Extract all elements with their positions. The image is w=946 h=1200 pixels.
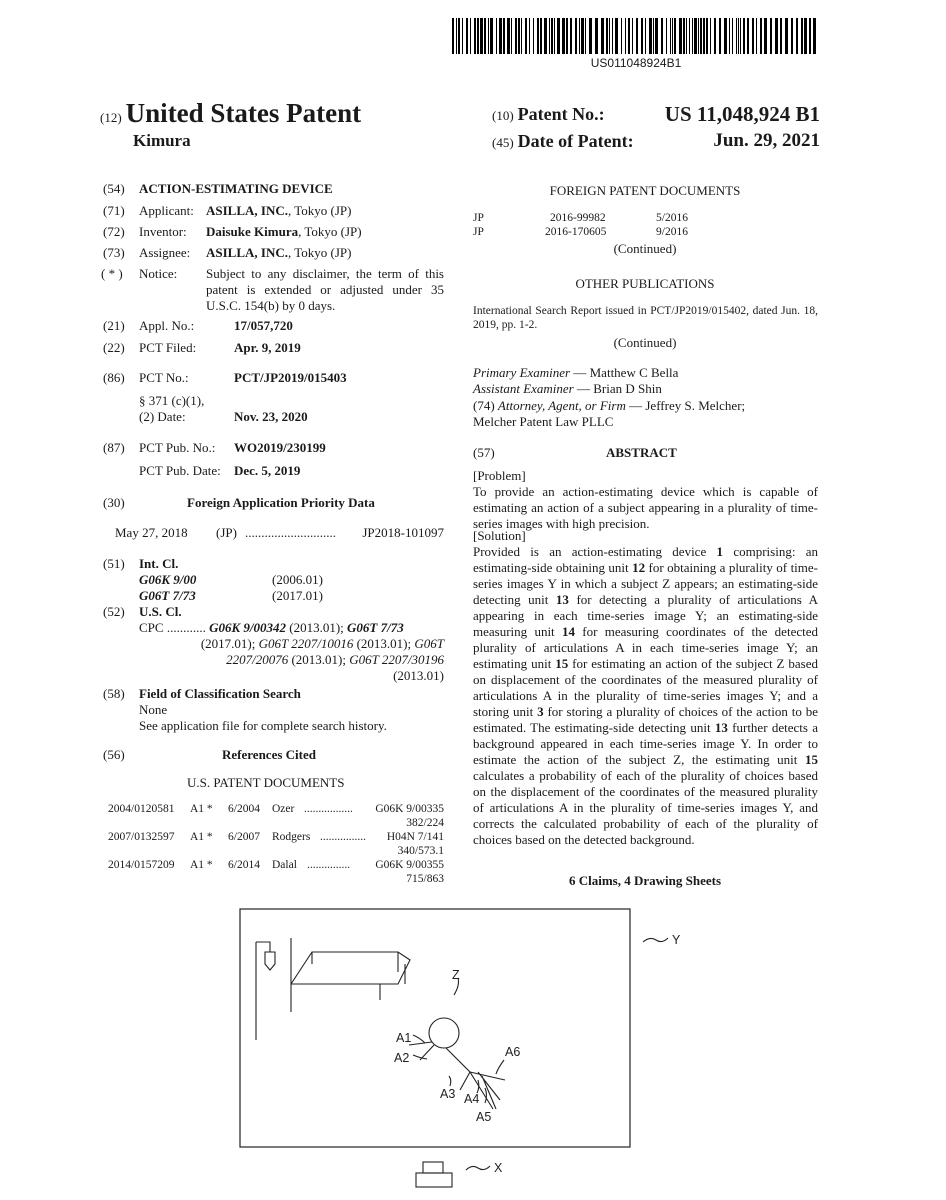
barcode-bar bbox=[679, 18, 682, 54]
barcode-bar bbox=[698, 18, 699, 54]
inid-code: (73) bbox=[103, 245, 125, 260]
barcode-bar bbox=[770, 18, 772, 54]
assignee bbox=[206, 245, 352, 261]
bed bbox=[291, 938, 410, 1012]
barcode-bar bbox=[462, 18, 463, 54]
us-doc-kind: A1 * bbox=[190, 803, 213, 815]
barcode-bar bbox=[775, 18, 778, 54]
primary-examiner-name: — Matthew C Bella bbox=[570, 365, 679, 380]
label-z: Z bbox=[452, 968, 460, 982]
abstract-text: comprising: an estimating-side obtaining unit bbox=[473, 544, 818, 575]
patent-number-label: Patent No.: bbox=[517, 104, 605, 124]
pct-pub-no-label: PCT Pub. No.: bbox=[139, 440, 216, 455]
barcode-bar bbox=[575, 18, 577, 54]
reference-numeral: 1 bbox=[716, 544, 724, 559]
label-x: X bbox=[494, 1161, 503, 1175]
priority-country: (JP) bbox=[216, 525, 237, 540]
applicant-name: ASILLA, INC. bbox=[206, 203, 288, 218]
label-a6: A6 bbox=[505, 1045, 521, 1059]
label-a5: A5 bbox=[476, 1110, 492, 1124]
barcode-bar bbox=[562, 18, 565, 54]
solution-label: [Solution] bbox=[473, 528, 526, 543]
barcode-bar bbox=[714, 18, 716, 54]
us-doc-extra: 715/863 bbox=[406, 873, 444, 885]
barcode-bar bbox=[537, 18, 539, 54]
references-heading: References Cited bbox=[222, 747, 316, 762]
barcode-bar bbox=[615, 18, 618, 54]
barcode-bar bbox=[518, 18, 520, 54]
assignee-label: Assignee: bbox=[139, 245, 191, 260]
primary-examiner bbox=[473, 365, 678, 381]
representative-figure bbox=[0, 900, 946, 1200]
barcode-bar bbox=[480, 18, 483, 54]
foreign-doc-number: 2016-99982 bbox=[550, 212, 606, 224]
inid-code: (54) bbox=[103, 181, 125, 196]
barcode-bar bbox=[732, 18, 733, 54]
barcode-bar bbox=[570, 18, 572, 54]
assignee-location: , Tokyo (JP) bbox=[288, 245, 352, 260]
section-371-date: Nov. 23, 2020 bbox=[234, 409, 308, 424]
barcode-bar bbox=[740, 18, 741, 54]
cpc-version: (2017.01); bbox=[200, 636, 259, 651]
us-doc-date: 6/2007 bbox=[228, 831, 260, 843]
abstract-text: for obtaining a plurality of time-series images Y in which a subject Z appears; an estimating-side detecting unit bbox=[473, 560, 819, 607]
abstract-body bbox=[473, 544, 818, 848]
barcode-bar bbox=[641, 18, 643, 54]
cpc-version: (2013.01); bbox=[286, 620, 348, 635]
barcode-bar bbox=[533, 18, 534, 54]
barcode-bar bbox=[694, 18, 697, 54]
cpc-class: G06T 7/73 bbox=[347, 620, 404, 635]
inid-code: (52) bbox=[103, 604, 125, 619]
abstract-text: further detects a background appeared in each time-series image Y. In order to estimate the action of the subject Z, the estimating unit bbox=[473, 720, 818, 767]
label-a1: A1 bbox=[396, 1031, 412, 1045]
barcode-bar bbox=[632, 18, 633, 54]
notice-text: Subject to any disclaimer, the term of this patent is extended or adjusted under 35 U.S.C. 154(b) by 0 days. bbox=[206, 266, 444, 313]
object-x-top bbox=[423, 1162, 443, 1173]
barcode-bar bbox=[791, 18, 793, 54]
foreign-doc-country: JP bbox=[473, 212, 484, 224]
attorney-label: Attorney, Agent, or Firm bbox=[497, 398, 626, 413]
barcode-bar bbox=[666, 18, 667, 54]
inid-code: (74) bbox=[473, 398, 498, 413]
inid-code-45: (45) bbox=[492, 135, 514, 150]
reference-numeral: 15 bbox=[555, 656, 569, 671]
abstract-text: calculates a probability of each of the plurality of choices based on the displacement of the coordinates of the measured plurality of articulations A in the plurality of time-series images Y, and corrects the calculated probability of each of the plurality of choices based on the detected background. bbox=[473, 768, 818, 847]
attorney-firm: Melcher Patent Law PLLC bbox=[473, 414, 614, 429]
label-a3: A3 bbox=[440, 1087, 456, 1101]
barcode-bar bbox=[456, 18, 457, 54]
barcode-bar bbox=[585, 18, 586, 54]
date-of-patent-line bbox=[492, 131, 634, 152]
us-doc-dots: ............... bbox=[307, 859, 351, 871]
leader-line bbox=[449, 1076, 451, 1086]
barcode-bar bbox=[752, 18, 754, 54]
pct-no: PCT/JP2019/015403 bbox=[234, 370, 347, 385]
cpc-line-4: (2013.01) bbox=[393, 668, 444, 683]
inventor-label: Inventor: bbox=[139, 224, 187, 239]
section-371: § 371 (c)(1), bbox=[139, 393, 205, 408]
barcode-bar bbox=[458, 18, 460, 54]
leader-line bbox=[413, 1055, 427, 1059]
barcode-bar bbox=[551, 18, 553, 54]
foreign-docs-heading: FOREIGN PATENT DOCUMENTS bbox=[549, 183, 741, 198]
leader-line bbox=[413, 1035, 425, 1043]
barcode-bar bbox=[581, 18, 584, 54]
appl-no-label: Appl. No.: bbox=[139, 318, 195, 333]
barcode-bar bbox=[544, 18, 547, 54]
barcode-bar bbox=[490, 18, 493, 54]
barcode-bar bbox=[549, 18, 550, 54]
pct-pub-no: WO2019/230199 bbox=[234, 440, 326, 455]
reference-numeral: 13 bbox=[555, 592, 569, 607]
barcode-bar bbox=[724, 18, 727, 54]
us-doc-name: Dalal bbox=[272, 859, 297, 871]
us-doc-extra: 382/224 bbox=[406, 817, 444, 829]
barcode-bar bbox=[525, 18, 527, 54]
us-doc-date: 6/2004 bbox=[228, 803, 260, 815]
inid-code: (71) bbox=[103, 203, 125, 218]
barcode-bar bbox=[579, 18, 580, 54]
barcode-bar bbox=[566, 18, 568, 54]
barcode-bar bbox=[689, 18, 690, 54]
us-doc-kind: A1 * bbox=[190, 859, 213, 871]
barcode-bar bbox=[683, 18, 685, 54]
int-cl-class: G06T 7/73 bbox=[139, 588, 196, 603]
barcode-bar bbox=[636, 18, 638, 54]
pct-pub-date: Dec. 5, 2019 bbox=[234, 463, 301, 478]
field-search-line: None bbox=[139, 702, 168, 717]
barcode-bar bbox=[674, 18, 676, 54]
iv-stand bbox=[256, 942, 270, 1040]
reference-numeral: 15 bbox=[805, 752, 818, 767]
barcode-bar bbox=[503, 18, 505, 54]
barcode-bar bbox=[809, 18, 811, 54]
barcode-bar bbox=[764, 18, 767, 54]
image-frame bbox=[240, 909, 630, 1147]
section-371-date-label: (2) Date: bbox=[139, 409, 186, 424]
reference-numeral: 12 bbox=[632, 560, 646, 575]
label-y: Y bbox=[672, 933, 681, 947]
date-of-patent-label: Date of Patent: bbox=[517, 131, 634, 151]
inid-code: (87) bbox=[103, 440, 125, 455]
abstract-text: for detecting a plurality of articulations A appearing in each time-series image Y; an estimating-side measuring unit bbox=[473, 592, 818, 639]
cpc-line-3 bbox=[226, 652, 444, 668]
assistant-examiner bbox=[473, 381, 662, 397]
barcode-bar bbox=[756, 18, 757, 54]
inventor bbox=[206, 224, 362, 240]
int-cl-class: G06K 9/00 bbox=[139, 572, 197, 587]
barcode-bar bbox=[488, 18, 489, 54]
abstract-text: for storing a plurality of choices of the action to be estimated. The estimating-side detecting unit bbox=[473, 704, 818, 735]
barcode-bar bbox=[780, 18, 782, 54]
barcode-bar bbox=[470, 18, 471, 54]
barcode-bar bbox=[653, 18, 654, 54]
barcode-bar bbox=[645, 18, 646, 54]
barcode-bar bbox=[452, 18, 454, 54]
barcode-bar bbox=[785, 18, 788, 54]
foreign-doc-number: 2016-170605 bbox=[545, 226, 607, 238]
barcode-bar bbox=[554, 18, 555, 54]
cpc-class: G06T 2207/30196 bbox=[349, 652, 444, 667]
barcode-bar bbox=[804, 18, 807, 54]
inid-code-12: (12) bbox=[100, 110, 122, 125]
barcode-bar bbox=[625, 18, 626, 54]
barcode-bar bbox=[649, 18, 652, 54]
barcode-bar bbox=[655, 18, 658, 54]
barcode-bar bbox=[606, 18, 608, 54]
barcode-bar bbox=[601, 18, 604, 54]
us-doc-dots: ................. bbox=[304, 803, 353, 815]
inid-code: (22) bbox=[103, 340, 125, 355]
barcode-bar bbox=[477, 18, 479, 54]
barcode-bar bbox=[589, 18, 592, 54]
priority-number: JP2018-101097 bbox=[362, 525, 444, 540]
subject-head bbox=[429, 1018, 459, 1048]
priority-dots: ............................ bbox=[245, 525, 336, 540]
barcode-bar bbox=[796, 18, 798, 54]
priority-date: May 27, 2018 bbox=[115, 525, 188, 540]
cpc-version: (2013.01); bbox=[288, 652, 350, 667]
us-doc-name: Rodgers bbox=[272, 831, 311, 843]
us-doc-name: Ozer bbox=[272, 803, 295, 815]
cpc-class: 2207/20076 bbox=[226, 652, 289, 667]
inventor-name: Daisuke Kimura bbox=[206, 224, 299, 239]
barcode-bar bbox=[738, 18, 739, 54]
object-x-base bbox=[416, 1173, 452, 1187]
barcode-bar bbox=[621, 18, 622, 54]
barcode-bar bbox=[661, 18, 663, 54]
label-a2: A2 bbox=[394, 1051, 410, 1065]
cpc-class: G06T 2207/10016 bbox=[258, 636, 354, 651]
barcode-bar bbox=[466, 18, 468, 54]
leader-line bbox=[466, 1166, 490, 1170]
barcode-bar bbox=[692, 18, 693, 54]
inid-code: (86) bbox=[103, 370, 125, 385]
assistant-examiner-name: — Brian D Shin bbox=[573, 381, 662, 396]
field-search-heading: Field of Classification Search bbox=[139, 686, 301, 701]
other-publications-heading: OTHER PUBLICATIONS bbox=[575, 276, 715, 291]
barcode-bar bbox=[670, 18, 671, 54]
foreign-priority-heading: Foreign Application Priority Data bbox=[187, 495, 375, 510]
us-doc-dots: ................ bbox=[320, 831, 366, 843]
inid-code: (56) bbox=[103, 747, 125, 762]
barcode-bar bbox=[529, 18, 530, 54]
us-doc-number: 2004/0120581 bbox=[108, 803, 175, 815]
patent-number-line bbox=[492, 104, 605, 125]
claims-summary: 6 Claims, 4 Drawing Sheets bbox=[568, 873, 722, 888]
attorney bbox=[473, 398, 745, 414]
appl-no: 17/057,720 bbox=[234, 318, 293, 333]
abstract-heading: ABSTRACT bbox=[606, 445, 677, 460]
inid-code: (21) bbox=[103, 318, 125, 333]
cpc-label: CPC bbox=[139, 620, 164, 635]
barcode-bar bbox=[515, 18, 517, 54]
barcode-bar bbox=[521, 18, 522, 54]
date-of-patent: Jun. 29, 2021 bbox=[713, 130, 820, 151]
inventor-surname: Kimura bbox=[133, 131, 191, 150]
pct-pub-date-label: PCT Pub. Date: bbox=[139, 463, 221, 478]
barcode-bar bbox=[813, 18, 816, 54]
us-cl-heading: U.S. Cl. bbox=[139, 604, 182, 619]
reference-numeral: 13 bbox=[714, 720, 728, 735]
subject-body bbox=[409, 1042, 505, 1109]
leader-line bbox=[643, 938, 668, 942]
patent-number: US 11,048,924 B1 bbox=[664, 102, 820, 126]
barcode-bar bbox=[686, 18, 687, 54]
label-a4: A4 bbox=[464, 1092, 480, 1106]
barcode-bar bbox=[729, 18, 730, 54]
barcode-bar bbox=[557, 18, 560, 54]
assistant-examiner-label: Assistant Examiner bbox=[473, 381, 574, 396]
us-doc-extra: 340/573.1 bbox=[397, 845, 444, 857]
primary-examiner-label: Primary Examiner bbox=[473, 365, 571, 380]
barcode-bar bbox=[595, 18, 598, 54]
inid-code: (57) bbox=[473, 445, 495, 460]
us-doc-class: G06K 9/00335 bbox=[375, 803, 444, 815]
us-doc-class: G06K 9/00355 bbox=[375, 859, 444, 871]
barcode-bar bbox=[672, 18, 673, 54]
inid-code: ( * ) bbox=[101, 266, 123, 281]
us-doc-date: 6/2014 bbox=[228, 859, 260, 871]
barcode-number: US011048924B1 bbox=[590, 56, 682, 70]
other-publication: International Search Report issued in PCT/JP2019/015402, dated Jun. 18, 2019, pp. 1-2. bbox=[473, 305, 818, 331]
continued-note: (Continued) bbox=[613, 241, 677, 256]
foreign-doc-date: 9/2016 bbox=[656, 226, 688, 238]
barcode-bar bbox=[484, 18, 486, 54]
inventor-location: , Tokyo (JP) bbox=[298, 224, 362, 239]
leader-line bbox=[496, 1060, 504, 1074]
field-search-line: See application file for complete search history. bbox=[139, 718, 387, 733]
barcode-bar bbox=[628, 18, 630, 54]
pct-filed-label: PCT Filed: bbox=[139, 340, 197, 355]
barcode bbox=[452, 18, 820, 54]
reference-numeral: 14 bbox=[561, 624, 575, 639]
abstract-text: for measuring coordinates of the detected plurality of articulations A in each time-series image Y; an estimating unit bbox=[473, 624, 818, 671]
cpc-line-1 bbox=[139, 620, 404, 636]
barcode-bar bbox=[496, 18, 497, 54]
barcode-bar bbox=[609, 18, 610, 54]
barcode-bar bbox=[507, 18, 510, 54]
barcode-bar bbox=[710, 18, 711, 54]
applicant-location: , Tokyo (JP) bbox=[288, 203, 352, 218]
barcode-bar bbox=[736, 18, 737, 54]
foreign-doc-country: JP bbox=[473, 226, 484, 238]
cpc-class: G06K 9/00342 bbox=[209, 620, 286, 635]
cpc-class: G06T bbox=[414, 636, 444, 651]
notice-label: Notice: bbox=[139, 266, 178, 281]
int-cl-heading: Int. Cl. bbox=[139, 556, 179, 571]
applicant bbox=[206, 203, 352, 219]
us-doc-kind: A1 * bbox=[190, 831, 213, 843]
int-cl-version: (2006.01) bbox=[272, 572, 323, 587]
barcode-bar bbox=[747, 18, 749, 54]
problem-label: [Problem] bbox=[473, 468, 526, 483]
barcode-bar bbox=[703, 18, 705, 54]
doc-type-line bbox=[100, 98, 361, 129]
cpc-dots: ............ bbox=[166, 620, 206, 635]
continued-note: (Continued) bbox=[613, 335, 677, 350]
assignee-name: ASILLA, INC. bbox=[206, 245, 288, 260]
barcode-bar bbox=[612, 18, 613, 54]
abstract-text: Provided is an action-estimating device bbox=[473, 544, 717, 559]
iv-bag bbox=[265, 952, 275, 970]
barcode-bar bbox=[743, 18, 745, 54]
barcode-bar bbox=[499, 18, 502, 54]
int-cl-version: (2017.01) bbox=[272, 588, 323, 603]
inid-code: (30) bbox=[103, 495, 125, 510]
barcode-bar bbox=[511, 18, 512, 54]
barcode-bar bbox=[760, 18, 762, 54]
us-doc-class: H04N 7/141 bbox=[386, 831, 444, 843]
us-doc-number: 2007/0132597 bbox=[108, 831, 175, 843]
barcode-bar bbox=[540, 18, 542, 54]
inid-code-10: (10) bbox=[492, 108, 514, 123]
barcode-bar bbox=[706, 18, 708, 54]
problem-text: To provide an action-estimating device which is capable of estimating an action of a subject appearing in a plurality of time-series images with high precision. bbox=[473, 484, 818, 531]
doc-type: United States Patent bbox=[125, 98, 362, 128]
cpc-version: (2013.01); bbox=[353, 636, 415, 651]
us-doc-number: 2014/0157209 bbox=[108, 859, 175, 871]
barcode-bar bbox=[801, 18, 803, 54]
reference-numeral: 3 bbox=[537, 704, 544, 719]
inid-code: (72) bbox=[103, 224, 125, 239]
pct-no-label: PCT No.: bbox=[139, 370, 189, 385]
abstract-text: for estimating an action of the subject Z based on displacement of the coordinates of the measured plurality of articulations A in the plurality of time-series images Y; and a storing unit bbox=[473, 656, 818, 719]
inid-code: (58) bbox=[103, 686, 125, 701]
barcode-bar bbox=[474, 18, 476, 54]
barcode-bar bbox=[700, 18, 702, 54]
foreign-doc-date: 5/2016 bbox=[656, 212, 688, 224]
cpc-line-2 bbox=[201, 636, 444, 652]
pct-filed: Apr. 9, 2019 bbox=[234, 340, 301, 355]
inid-code: (51) bbox=[103, 556, 125, 571]
barcode-bar bbox=[719, 18, 721, 54]
applicant-label: Applicant: bbox=[139, 203, 194, 218]
us-docs-heading: U.S. PATENT DOCUMENTS bbox=[187, 775, 345, 790]
title: ACTION-ESTIMATING DEVICE bbox=[139, 181, 333, 196]
attorney-name: — Jeffrey S. Melcher; bbox=[625, 398, 746, 413]
